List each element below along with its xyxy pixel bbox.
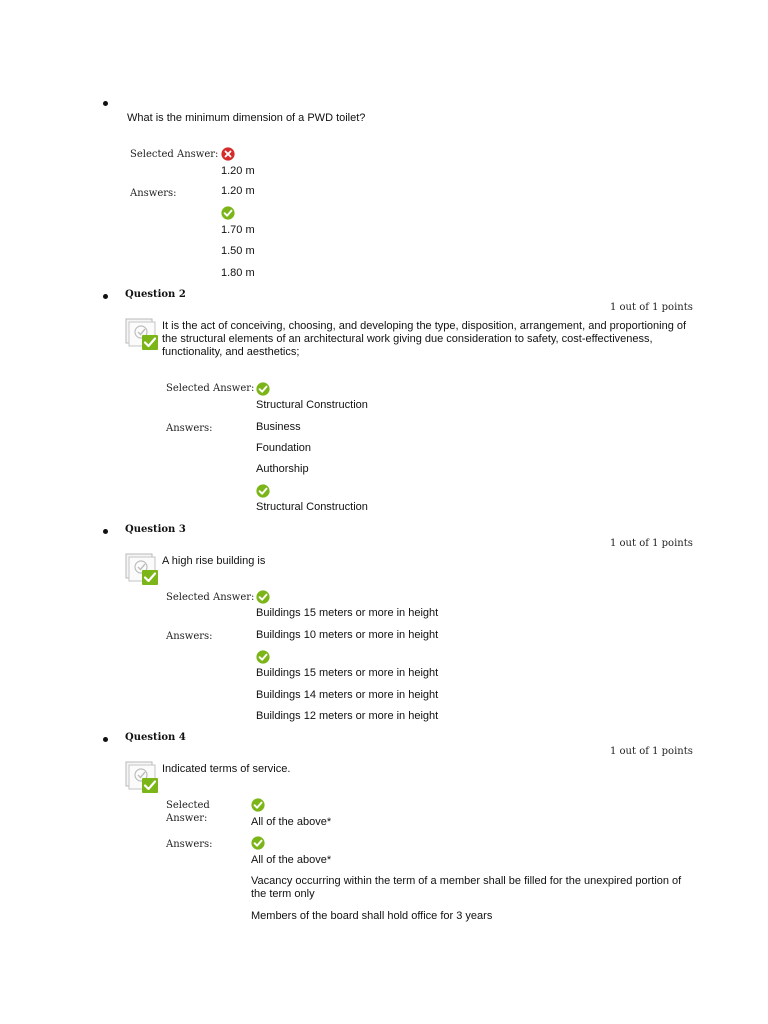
bullet (103, 737, 108, 742)
check-circle-icon (256, 650, 270, 664)
points-label: 1 out of 1 points (610, 538, 693, 549)
bullet (103, 101, 108, 106)
answer-option: Buildings 10 meters or more in height (256, 629, 439, 641)
selected-answer: Structural Construction (256, 399, 368, 411)
question-text-line: functionality, and aesthetics; (162, 346, 300, 358)
answer-option: 1.80 m (221, 267, 255, 279)
question-text-line: It is the act of conceiving, choosing, and developing the type, disposition, arrangement, and proportioning of (162, 320, 687, 332)
answer-option: 1.20 m (221, 185, 255, 197)
selected-answer: 1.20 m (221, 165, 255, 177)
answer-option: 1.70 m (221, 224, 255, 236)
selected-answer-label: Selected Answer: (166, 592, 255, 603)
check-circle-icon (256, 382, 270, 396)
x-circle-icon (221, 147, 235, 161)
points-label: 1 out of 1 points (610, 302, 693, 313)
answer-option: Members of the board shall hold office for 3 years (251, 910, 493, 922)
answer-option: Buildings 12 meters or more in height (256, 710, 439, 722)
graded-question-icon (125, 318, 159, 352)
selected-answer: Buildings 15 meters or more in height (256, 607, 439, 619)
question-title: Question 3 (125, 524, 186, 535)
selected-answer-label: Selected (166, 800, 210, 811)
answer-option: Foundation (256, 442, 312, 454)
check-circle-icon (221, 206, 235, 220)
answer-option: Buildings 15 meters or more in height (256, 667, 439, 679)
selected-answer-label: Selected Answer: (130, 149, 219, 160)
answer-option: All of the above* (251, 854, 332, 866)
graded-question-icon (125, 553, 159, 587)
graded-question-icon (125, 761, 159, 795)
question-text: Indicated terms of service. (162, 763, 291, 775)
question-text: A high rise building is (162, 555, 266, 567)
answer-option: Business (256, 421, 301, 433)
answers-label: Answers: (166, 423, 213, 434)
answer-option: 1.50 m (221, 245, 255, 257)
question-text-line: the structural elements of an architectural work giving due consideration to safety, cost-effectiveness, (162, 333, 653, 345)
answers-label: Answers: (166, 631, 213, 642)
answer-option: the term only (251, 888, 315, 900)
check-circle-icon (256, 484, 270, 498)
answer-option: Structural Construction (256, 501, 368, 513)
bullet (103, 294, 108, 299)
bullet (103, 529, 108, 534)
question-title: Question 2 (125, 289, 186, 300)
selected-answer: All of the above* (251, 816, 332, 828)
points-label: 1 out of 1 points (610, 746, 693, 757)
selected-answer-label: Selected Answer: (166, 383, 255, 394)
question-text: What is the minimum dimension of a PWD toilet? (127, 112, 366, 124)
answer-option: Buildings 14 meters or more in height (256, 689, 439, 701)
check-circle-icon (251, 836, 265, 850)
answer-option: Authorship (256, 463, 309, 475)
selected-answer-label: Answer: (166, 813, 208, 824)
check-circle-icon (256, 590, 270, 604)
question-title: Question 4 (125, 732, 186, 743)
answer-option: Vacancy occurring within the term of a member shall be filled for the unexpired portion of (251, 875, 682, 887)
check-circle-icon (251, 798, 265, 812)
answers-label: Answers: (166, 839, 213, 850)
answers-label: Answers: (130, 188, 177, 199)
